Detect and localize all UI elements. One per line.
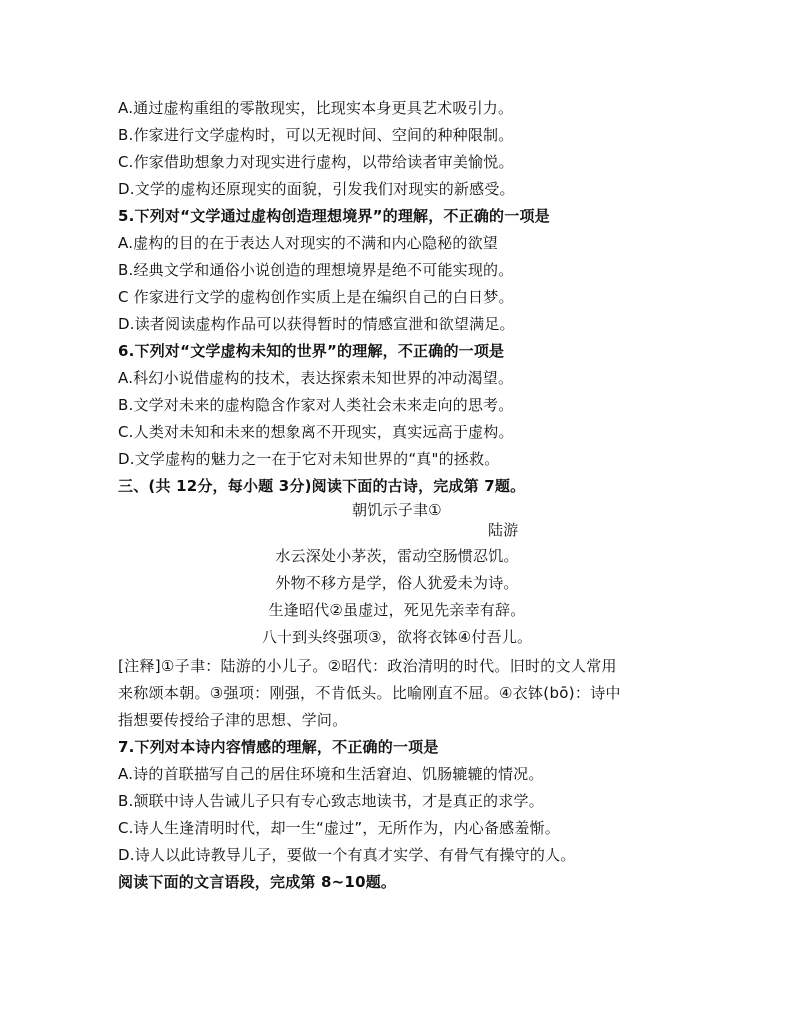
q5-option-c: C 作家进行文学的虚构创作实质上是在编织自己的白日梦。: [118, 288, 514, 306]
q6-option-d: D.文学虚构的魅力之一在于它对未知世界的“真"的拯救。: [118, 450, 500, 468]
poem-line-2: 外物不移方是学，俗人犹爱未为诗。: [275, 574, 519, 592]
q4-option-a: A.通过虚构重组的零散现实，比现实本身更具艺术吸引力。: [118, 99, 514, 117]
poem-title: 朝饥示子聿①: [352, 501, 442, 519]
next-section-heading: 阅读下面的文言语段，完成第 8~10题。: [118, 873, 397, 891]
q6-stem: 6.下列对“文学虚构未知的世界”的理解，不正确的一项是: [118, 342, 505, 360]
q6-option-c: C.人类对未知和未来的想象离不开现实，真实远高于虚构。: [118, 423, 514, 441]
q4-option-d: D.文学的虚构还原现实的面貌，引发我们对现实的新感受。: [118, 180, 515, 198]
poem-line-3: 生逢昭代②虽虚过，死见先亲幸有辞。: [268, 601, 526, 619]
poem-line-1: 水云深处小茅茨，雷动空肠惯忍饥。: [275, 547, 519, 565]
section3-heading: 三、(共 12分，每小题 3分)阅读下面的古诗，完成第 7题。: [118, 477, 526, 495]
poem-author: 陆游: [488, 521, 519, 539]
q5-option-a: A.虚构的目的在于表达人对现实的不满和内心隐秘的欲望: [118, 234, 498, 252]
q6-option-a: A.科幻小说借虚构的技术，表达探索未知世界的冲动渴望。: [118, 369, 514, 387]
q5-option-b: B.经典文学和通俗小说创造的理想境界是绝不可能实现的。: [118, 261, 514, 279]
poem-note-line-1: [注释]①子聿：陆游的小儿子。②昭代：政治清明的时代。旧时的文人常用: [118, 657, 617, 675]
poem-line-4: 八十到头终强项③，欲将衣钵④付吾儿。: [261, 628, 533, 646]
q5-option-d: D.读者阅读虚构作品可以获得暂时的情感宣泄和欲望满足。: [118, 315, 515, 333]
q7-option-a: A.诗的首联描写自己的居住环境和生活窘迫、饥肠辘辘的情况。: [118, 765, 544, 783]
q6-option-b: B.文学对未来的虚构隐含作家对人类社会未来走向的思考。: [118, 396, 514, 414]
q7-stem: 7.下列对本诗内容情感的理解，不正确的一项是: [118, 738, 439, 756]
q7-option-c: C.诗人生逢清明时代，却一生“虚过”，无所作为，内心备感羞惭。: [118, 819, 560, 837]
q4-option-c: C.作家借助想象力对现实进行虚构，以带给读者审美愉悦。: [118, 153, 514, 171]
q7-option-b: B.颔联中诗人告诫儿子只有专心致志地读书，才是真正的求学。: [118, 792, 544, 810]
poem-note-line-3: 指想要传授给子津的思想、学问。: [118, 711, 348, 729]
q7-option-d: D.诗人以此诗教导儿子，要做一个有真才实学、有骨气有操守的人。: [118, 846, 576, 864]
q4-option-b: B.作家进行文学虚构时，可以无视时间、空间的种种限制。: [118, 126, 514, 144]
q5-stem: 5.下列对“文学通过虚构创造理想境界”的理解，不正确的一项是: [118, 207, 550, 225]
poem-note-line-2: 来称颂本朝。③强项：刚强，不肯低头。比喻刚直不屈。④衣钵(bō)：诗中: [118, 684, 621, 702]
